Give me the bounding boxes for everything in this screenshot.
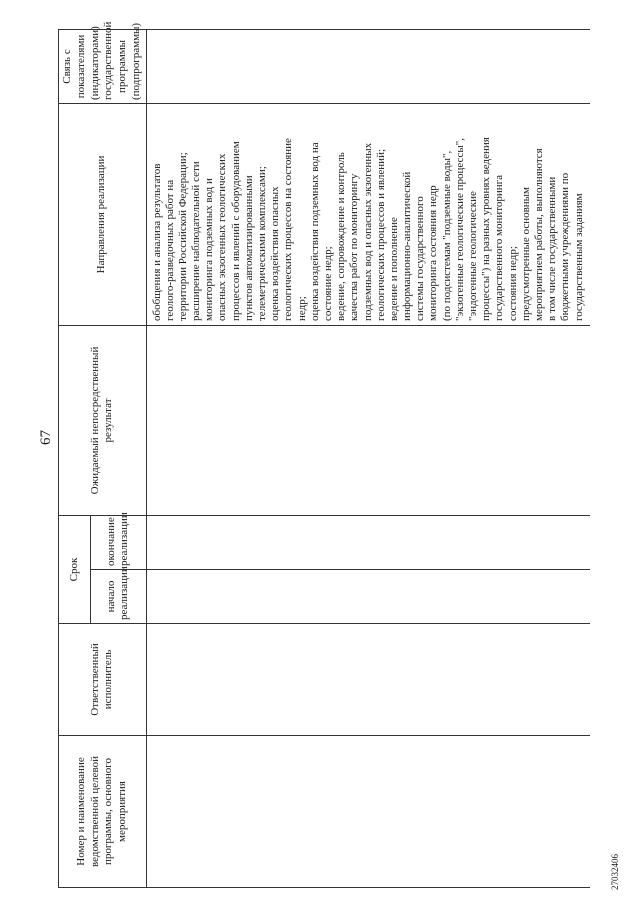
cell-term-end <box>146 516 590 570</box>
directions-line: мониторинга состояния недр <box>427 185 440 321</box>
cell-indicator-link <box>146 30 590 104</box>
directions-line: состояния недр; <box>506 246 519 321</box>
directions-line: качества работ по мониторингу <box>348 173 361 321</box>
directions-line: "эндогенные геологические <box>467 191 479 321</box>
page-number: 67 <box>38 430 54 445</box>
directions-list <box>151 108 586 321</box>
header-expected-result: Ожидаемый непосредственный результат <box>59 326 147 516</box>
directions-line: состояние недр; <box>321 246 334 321</box>
cell-program-number <box>146 736 590 888</box>
directions-line: процессы") на разных уровнях ведения <box>480 137 493 321</box>
header-directions: Направления реализации <box>59 104 147 326</box>
cell-responsible <box>146 624 590 736</box>
cell-expected-result <box>146 326 590 516</box>
directions-line: мероприятием работы, выполняются <box>532 148 545 321</box>
directions-line: оценка воздействия опасных <box>269 186 282 321</box>
directions-line: обобщения и анализа результатов <box>150 163 163 321</box>
directions-line: мониторинга подземных вод и <box>203 178 216 321</box>
directions-line: процессов и явлений с оборудованием <box>229 141 242 321</box>
header-program-number: Номер и наименование ведомственной целевой программы, основного мероприятия <box>59 736 147 888</box>
directions-line: недр; <box>295 296 308 321</box>
header-responsible: Ответственный исполнитель <box>59 624 147 736</box>
directions-line: государственного мониторинга <box>493 174 506 321</box>
directions-line: в том числе государственными <box>546 176 559 321</box>
header-term-start: начало реализации <box>91 570 147 624</box>
directions-line: геологических процессов на состояние <box>282 138 295 321</box>
directions-line: опасных экзогенных геологических <box>216 153 229 321</box>
directions-line: государственным заданиям <box>572 193 585 321</box>
directions-line: геологических процессов и явлений; <box>374 148 387 321</box>
directions-line: расширение наблюдательной сети <box>190 161 203 321</box>
directions-line: информационно-аналитической <box>401 171 414 321</box>
directions-line: подземных вод и опасных экзогенных <box>361 142 374 321</box>
header-indicator-link: Связь с показателями (индикаторами) государственной программы (подпрограммы) <box>59 30 147 104</box>
directions-line: предусмотренные основным <box>519 186 532 321</box>
table-row <box>146 30 590 888</box>
directions-line: оценка воздействия подземных вод на <box>308 142 321 321</box>
directions-line: бюджетными учреждениями по <box>559 172 572 321</box>
directions-line: ведение и пополнение <box>387 217 400 321</box>
directions-line: территории Российской Федерации; <box>176 152 189 321</box>
directions-line: системы государственного <box>414 196 427 321</box>
header-term-end: окончание реализации <box>91 516 147 570</box>
directions-line: пунктов автоматизированными <box>242 175 255 321</box>
rotated-table-frame <box>58 21 585 888</box>
directions-line: "экзогенные геологические процессы", <box>453 138 466 321</box>
directions-line: геолого-разведочных работ на <box>163 179 176 321</box>
document-code: 27032406 <box>610 854 620 890</box>
cell-directions <box>146 104 590 326</box>
cell-term-start <box>146 570 590 624</box>
program-table <box>58 21 590 888</box>
header-term: Срок <box>59 516 91 624</box>
directions-line: (по подсистемам "подземные воды", <box>440 150 453 321</box>
directions-line: телеметрическими комплексами; <box>256 166 268 321</box>
directions-line: ведение, сопровождение и контроль <box>335 152 348 321</box>
